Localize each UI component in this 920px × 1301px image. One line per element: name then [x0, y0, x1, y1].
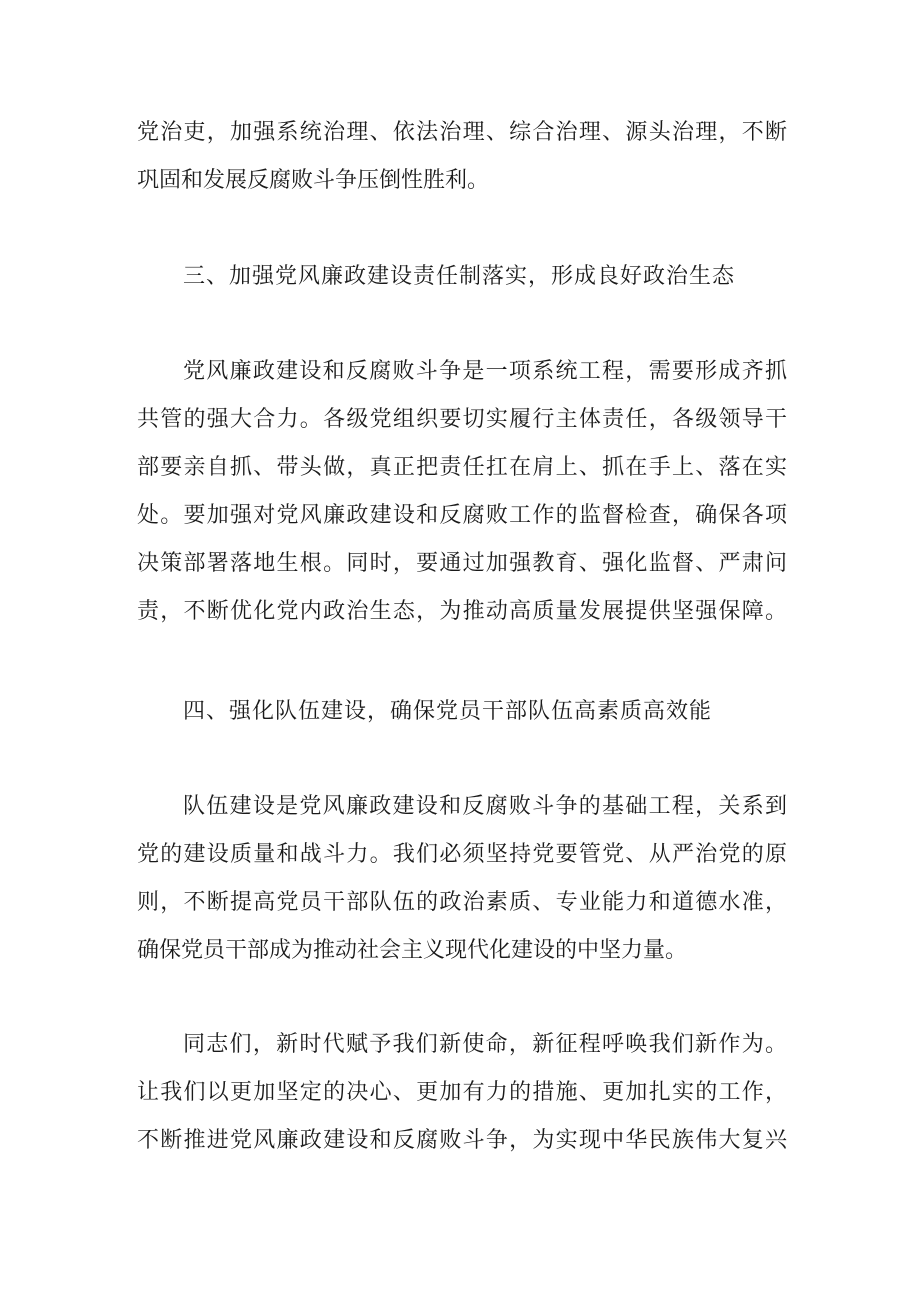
paragraph-3-line-4: 确保党员干部成为推动社会主义现代化建设的中坚力量。: [137, 938, 688, 963]
paragraph-2-line-6: 责，不断优化党内政治生态，为推动高质量发展提供坚强保障。: [137, 599, 787, 624]
paragraph-2-line-1: 党风廉政建设和反腐败斗争是一项系统工程，需要形成齐抓: [183, 359, 787, 384]
section-heading-4: 四、强化队伍建设，确保党员干部队伍高素质高效能: [183, 699, 713, 724]
paragraph-4-line-1: 同志们，新时代赋予我们新使命，新征程呼唤我们新作为。: [183, 1032, 787, 1057]
paragraph-3-line-3: 则，不断提高党员干部队伍的政治素质、专业能力和道德水准，: [137, 890, 787, 915]
paragraph-3-line-2: 党的建设质量和战斗力。我们必须坚持党要管党、从严治党的原: [137, 842, 787, 867]
section-heading-3: 三、加强党风廉政建设责任制落实，形成良好政治生态: [183, 264, 736, 289]
paragraph-2-line-3: 部要亲自抓、带头做，真正把责任扛在肩上、抓在手上、落在实: [137, 455, 787, 480]
paragraph-1-line-1: 党治吏，加强系统治理、依法治理、综合治理、源头治理，不断: [137, 120, 787, 145]
paragraph-3-line-1: 队伍建设是党风廉政建设和反腐败斗争的基础工程，关系到: [183, 794, 787, 819]
paragraph-4-line-2: 让我们以更加坚定的决心、更加有力的措施、更加扎实的工作，: [137, 1080, 787, 1105]
paragraph-1-line-2: 巩固和发展反腐败斗争压倒性胜利。: [137, 168, 490, 193]
paragraph-2-line-5: 决策部署落地生根。同时，要通过加强教育、强化监督、严肃问: [137, 551, 787, 576]
paragraph-4-line-3: 不断推进党风廉政建设和反腐败斗争，为实现中华民族伟大复兴: [137, 1128, 787, 1153]
paragraph-2-line-2: 共管的强大合力。各级党组织要切实履行主体责任，各级领导干: [137, 407, 787, 432]
paragraph-2-line-4: 处。要加强对党风廉政建设和反腐败工作的监督检查，确保各项: [137, 503, 787, 528]
